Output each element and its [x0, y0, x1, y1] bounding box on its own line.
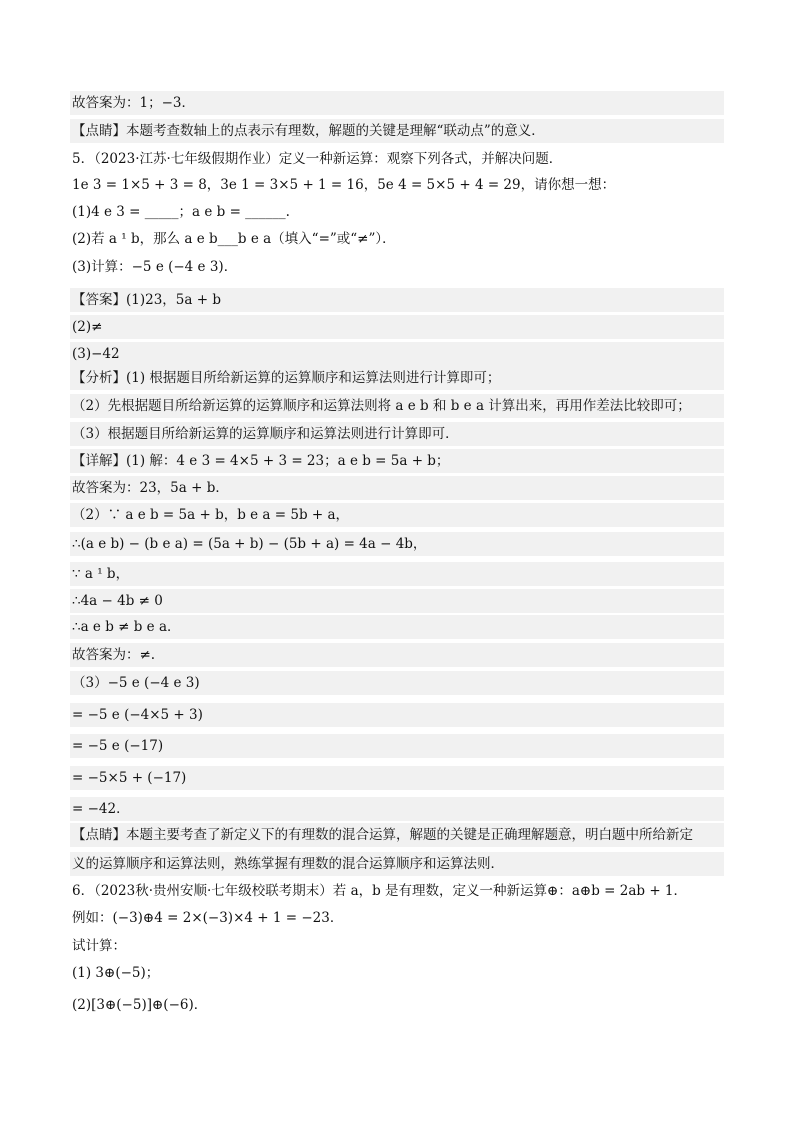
- text-line: （2）先根据题目所给新运算的运算顺序和运算法则将 a e b 和 b e a 计算出来，再用作差法比较即可；: [70, 394, 724, 418]
- question-6-title: 6．（2023秋·贵州安顺·七年级校联考期末）若 a，b 是有理数，定义一种新运算⊕：a⊕b = 2ab + 1．: [72, 883, 688, 899]
- text-line: ∴a e b ≠ b e a．: [70, 615, 724, 639]
- question-5-title: 5．（2023·江苏·七年级假期作业）定义一种新运算：观察下列各式，并解决问题．: [72, 151, 563, 167]
- text-line: = −5 e (−4×5 + 3): [70, 703, 724, 727]
- text-line: ∴(a e b) − (b e a) = (5a + b) − (5b + a) = 4a − 4b，: [70, 532, 724, 556]
- text-line: (2)[3⊕(−5)]⊕(−6)．: [72, 997, 208, 1013]
- text-line: (2)≠: [70, 315, 724, 339]
- text-line: (3)计算：−5 e (−4 e 3)．: [72, 259, 238, 275]
- comment-line: 【点睛】本题主要考查了新定义下的有理数的混合运算，解题的关键是正确理解题意，明白题中所给新定: [70, 823, 724, 847]
- text-line: 故答案为：23，5a + b．: [70, 476, 724, 500]
- text-line: 故答案为：≠.: [70, 643, 724, 667]
- text-line: (3)−42: [70, 342, 724, 366]
- text-line: ∵ a ¹ b，: [70, 562, 724, 586]
- text-line: （3）根据题目所给新运算的运算顺序和运算法则进行计算即可．: [70, 422, 724, 446]
- answer-line: 【答案】(1)23，5a + b: [70, 288, 724, 312]
- text-line: (1) 3⊕(−5)；: [72, 965, 160, 981]
- analysis-line: 【分析】(1) 根据题目所给新运算的运算顺序和运算法则进行计算即可；: [70, 366, 724, 390]
- detail-line: 【详解】(1) 解：4 e 3 = 4×5 + 3 = 23；a e b = 5a + b；: [70, 449, 724, 473]
- text-line: （3）−5 e (−4 e 3): [70, 671, 724, 695]
- text-line: 故答案为：1；−3．: [70, 91, 724, 115]
- text-line: = −42．: [70, 797, 724, 821]
- text-line: = −5×5 + (−17): [70, 766, 724, 790]
- text-line: （2）∵ a e b = 5a + b，b e a = 5b + a，: [70, 503, 724, 527]
- text-line: 试计算：: [72, 938, 126, 954]
- text-line: 义的运算顺序和运算法则，熟练掌握有理数的混合运算顺序和运算法则．: [70, 852, 724, 876]
- text-line: ∴4a − 4b ≠ 0: [70, 589, 724, 613]
- text-line: 【点睛】本题考查数轴上的点表示有理数，解题的关键是理解“联动点”的意义．: [70, 119, 724, 143]
- text-line: 例如：(−3)⊕4 = 2×(−3)×4 + 1 = −23．: [72, 910, 344, 926]
- text-line: = −5 e (−17): [70, 734, 724, 758]
- text-line: (1)4 e 3 = _____；a e b = ______.: [72, 204, 290, 220]
- text-line: 1e 3 = 1×5 + 3 = 8，3e 1 = 3×5 + 1 = 16，5e 4 = 5×5 + 4 = 29，请你想一想：: [72, 177, 616, 193]
- text-line: (2)若 a ¹ b，那么 a e b___b e a（填入“=”或“≠”）．: [72, 231, 396, 247]
